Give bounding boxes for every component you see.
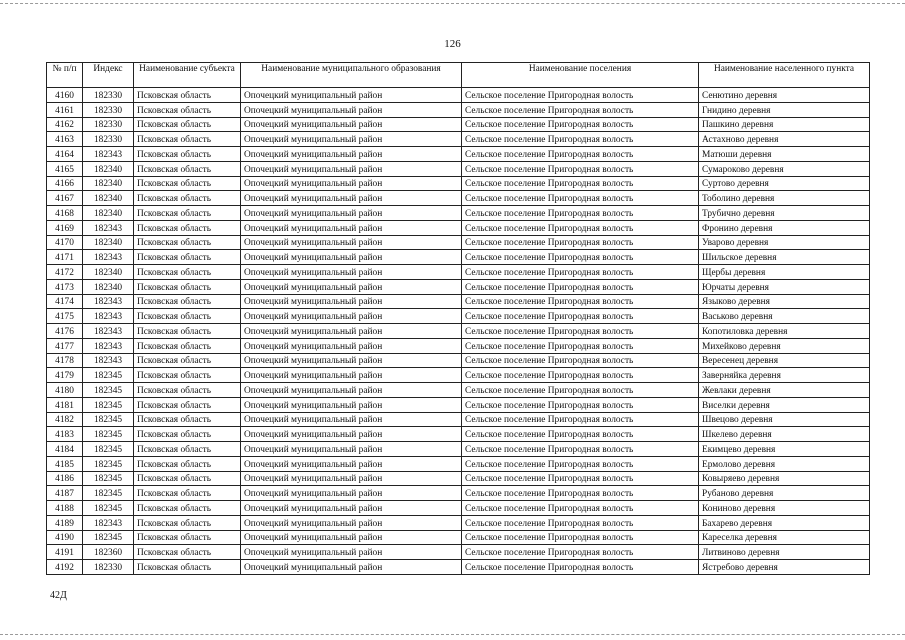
cell-index: 182340 xyxy=(83,176,134,191)
cell-index: 182343 xyxy=(83,147,134,162)
cell-number: 4171 xyxy=(47,250,83,265)
cell-number: 4184 xyxy=(47,442,83,457)
cell-subject: Псковская область xyxy=(134,294,241,309)
cell-municipality: Опочецкий муниципальный район xyxy=(241,324,462,339)
cell-subject: Псковская область xyxy=(134,383,241,398)
cell-municipality: Опочецкий муниципальный район xyxy=(241,397,462,412)
cell-number: 4173 xyxy=(47,279,83,294)
cell-municipality: Опочецкий муниципальный район xyxy=(241,545,462,560)
cell-number: 4166 xyxy=(47,176,83,191)
cell-locality: Астахново деревня xyxy=(699,132,870,147)
cell-locality: Матюши деревня xyxy=(699,147,870,162)
cell-number: 4169 xyxy=(47,220,83,235)
cell-municipality: Опочецкий муниципальный район xyxy=(241,353,462,368)
table-row xyxy=(47,250,870,265)
cell-index: 182340 xyxy=(83,206,134,221)
cell-number: 4186 xyxy=(47,471,83,486)
cell-municipality: Опочецкий муниципальный район xyxy=(241,412,462,427)
cell-number: 4176 xyxy=(47,324,83,339)
cell-index: 182340 xyxy=(83,191,134,206)
table-header-row xyxy=(47,63,870,88)
cell-locality: Михейково деревня xyxy=(699,338,870,353)
cell-subject: Псковская область xyxy=(134,545,241,560)
table-row xyxy=(47,353,870,368)
cell-index: 182345 xyxy=(83,368,134,383)
cell-subject: Псковская область xyxy=(134,368,241,383)
cell-number: 4163 xyxy=(47,132,83,147)
table-row xyxy=(47,88,870,103)
cell-settlement: Сельское поселение Пригородная волость xyxy=(462,530,699,545)
table-row xyxy=(47,117,870,132)
cell-municipality: Опочецкий муниципальный район xyxy=(241,338,462,353)
cell-locality: Бахарево деревня xyxy=(699,515,870,530)
cell-subject: Псковская область xyxy=(134,412,241,427)
cell-settlement: Сельское поселение Пригородная волость xyxy=(462,147,699,162)
cell-municipality: Опочецкий муниципальный район xyxy=(241,235,462,250)
cell-locality: Фронино деревня xyxy=(699,220,870,235)
cell-settlement: Сельское поселение Пригородная волость xyxy=(462,176,699,191)
cell-number: 4178 xyxy=(47,353,83,368)
table-row xyxy=(47,147,870,162)
cell-settlement: Сельское поселение Пригородная волость xyxy=(462,353,699,368)
cell-municipality: Опочецкий муниципальный район xyxy=(241,530,462,545)
cell-locality: Швецово деревня xyxy=(699,412,870,427)
cell-municipality: Опочецкий муниципальный район xyxy=(241,442,462,457)
cell-index: 182345 xyxy=(83,397,134,412)
cell-number: 4185 xyxy=(47,456,83,471)
cell-settlement: Сельское поселение Пригородная волость xyxy=(462,117,699,132)
cell-municipality: Опочецкий муниципальный район xyxy=(241,117,462,132)
cell-settlement: Сельское поселение Пригородная волость xyxy=(462,412,699,427)
cell-index: 182345 xyxy=(83,501,134,516)
cell-number: 4164 xyxy=(47,147,83,162)
cell-number: 4191 xyxy=(47,545,83,560)
table-row xyxy=(47,161,870,176)
cell-number: 4160 xyxy=(47,88,83,103)
cell-municipality: Опочецкий муниципальный район xyxy=(241,206,462,221)
cell-subject: Псковская область xyxy=(134,324,241,339)
cell-settlement: Сельское поселение Пригородная волость xyxy=(462,486,699,501)
cell-subject: Псковская область xyxy=(134,309,241,324)
table-row xyxy=(47,545,870,560)
cell-settlement: Сельское поселение Пригородная волость xyxy=(462,88,699,103)
cell-locality: Сумароково деревня xyxy=(699,161,870,176)
table-row xyxy=(47,427,870,442)
cell-index: 182330 xyxy=(83,88,134,103)
cell-municipality: Опочецкий муниципальный район xyxy=(241,294,462,309)
cell-settlement: Сельское поселение Пригородная волость xyxy=(462,161,699,176)
cell-number: 4162 xyxy=(47,117,83,132)
cell-locality: Виселки деревня xyxy=(699,397,870,412)
cell-index: 182340 xyxy=(83,235,134,250)
cell-index: 182345 xyxy=(83,486,134,501)
cell-settlement: Сельское поселение Пригородная волость xyxy=(462,515,699,530)
cell-number: 4192 xyxy=(47,560,83,575)
cell-index: 182345 xyxy=(83,456,134,471)
cell-settlement: Сельское поселение Пригородная волость xyxy=(462,368,699,383)
cell-settlement: Сельское поселение Пригородная волость xyxy=(462,383,699,398)
cell-index: 182330 xyxy=(83,560,134,575)
cell-locality: Литвиново деревня xyxy=(699,545,870,560)
cell-settlement: Сельское поселение Пригородная волость xyxy=(462,220,699,235)
cell-settlement: Сельское поселение Пригородная волость xyxy=(462,191,699,206)
table-row xyxy=(47,132,870,147)
table-row xyxy=(47,309,870,324)
table-row xyxy=(47,368,870,383)
cell-index: 182345 xyxy=(83,383,134,398)
cell-number: 4183 xyxy=(47,427,83,442)
cell-number: 4172 xyxy=(47,265,83,280)
cell-index: 182345 xyxy=(83,427,134,442)
cell-locality: Тоболино деревня xyxy=(699,191,870,206)
cell-subject: Псковская область xyxy=(134,206,241,221)
cell-number: 4177 xyxy=(47,338,83,353)
cell-settlement: Сельское поселение Пригородная волость xyxy=(462,294,699,309)
table-row xyxy=(47,456,870,471)
header-settlement: Наименование поселения xyxy=(462,63,699,88)
cell-number: 4174 xyxy=(47,294,83,309)
cell-index: 182360 xyxy=(83,545,134,560)
table-row xyxy=(47,220,870,235)
cell-locality: Копотиловка деревня xyxy=(699,324,870,339)
cell-locality: Языково деревня xyxy=(699,294,870,309)
cell-index: 182330 xyxy=(83,102,134,117)
cell-index: 182343 xyxy=(83,309,134,324)
cell-municipality: Опочецкий муниципальный район xyxy=(241,279,462,294)
cell-subject: Псковская область xyxy=(134,456,241,471)
cell-number: 4188 xyxy=(47,501,83,516)
cell-settlement: Сельское поселение Пригородная волость xyxy=(462,545,699,560)
cell-index: 182330 xyxy=(83,132,134,147)
cell-locality: Рубаново деревня xyxy=(699,486,870,501)
cell-locality: Пашкино деревня xyxy=(699,117,870,132)
cell-subject: Псковская область xyxy=(134,250,241,265)
cell-municipality: Опочецкий муниципальный район xyxy=(241,88,462,103)
cell-settlement: Сельское поселение Пригородная волость xyxy=(462,471,699,486)
cell-subject: Псковская область xyxy=(134,397,241,412)
cell-subject: Псковская область xyxy=(134,265,241,280)
cell-settlement: Сельское поселение Пригородная волость xyxy=(462,102,699,117)
cell-settlement: Сельское поселение Пригородная волость xyxy=(462,132,699,147)
cell-settlement: Сельское поселение Пригородная волость xyxy=(462,279,699,294)
cell-locality: Васьково деревня xyxy=(699,309,870,324)
cell-index: 182345 xyxy=(83,412,134,427)
cell-municipality: Опочецкий муниципальный район xyxy=(241,161,462,176)
cell-settlement: Сельское поселение Пригородная волость xyxy=(462,265,699,280)
cell-number: 4175 xyxy=(47,309,83,324)
table-row xyxy=(47,206,870,221)
cell-subject: Псковская область xyxy=(134,88,241,103)
cell-municipality: Опочецкий муниципальный район xyxy=(241,309,462,324)
cell-subject: Псковская область xyxy=(134,220,241,235)
cell-locality: Юрчаты деревня xyxy=(699,279,870,294)
cell-index: 182330 xyxy=(83,117,134,132)
cell-number: 4187 xyxy=(47,486,83,501)
cell-municipality: Опочецкий муниципальный район xyxy=(241,501,462,516)
cell-subject: Псковская область xyxy=(134,235,241,250)
cell-index: 182340 xyxy=(83,161,134,176)
cell-settlement: Сельское поселение Пригородная волость xyxy=(462,235,699,250)
footer-code: 42Д xyxy=(50,590,67,601)
cell-municipality: Опочецкий муниципальный район xyxy=(241,102,462,117)
table-row xyxy=(47,324,870,339)
cell-municipality: Опочецкий муниципальный район xyxy=(241,427,462,442)
cell-number: 4181 xyxy=(47,397,83,412)
cell-index: 182340 xyxy=(83,279,134,294)
cell-number: 4189 xyxy=(47,515,83,530)
cell-subject: Псковская область xyxy=(134,191,241,206)
cell-settlement: Сельское поселение Пригородная волость xyxy=(462,324,699,339)
cell-locality: Жевлаки деревня xyxy=(699,383,870,398)
cell-locality: Гнидино деревня xyxy=(699,102,870,117)
cell-locality: Екимцево деревня xyxy=(699,442,870,457)
cell-locality: Уварово деревня xyxy=(699,235,870,250)
cell-municipality: Опочецкий муниципальный район xyxy=(241,368,462,383)
table-row xyxy=(47,442,870,457)
table-row xyxy=(47,265,870,280)
cell-index: 182343 xyxy=(83,220,134,235)
cell-number: 4165 xyxy=(47,161,83,176)
cell-subject: Псковская область xyxy=(134,176,241,191)
header-number: № п/п xyxy=(47,63,83,88)
cell-subject: Псковская область xyxy=(134,338,241,353)
cell-number: 4180 xyxy=(47,383,83,398)
cell-number: 4167 xyxy=(47,191,83,206)
table-row xyxy=(47,383,870,398)
cell-subject: Псковская область xyxy=(134,279,241,294)
cell-municipality: Опочецкий муниципальный район xyxy=(241,220,462,235)
cell-municipality: Опочецкий муниципальный район xyxy=(241,560,462,575)
header-municipality: Наименование муниципального образования xyxy=(241,63,462,88)
cell-locality: Заверняйка деревня xyxy=(699,368,870,383)
cell-locality: Шильское деревня xyxy=(699,250,870,265)
header-index: Индекс xyxy=(83,63,134,88)
cell-municipality: Опочецкий муниципальный район xyxy=(241,147,462,162)
cell-municipality: Опочецкий муниципальный район xyxy=(241,471,462,486)
table-row xyxy=(47,501,870,516)
cell-municipality: Опочецкий муниципальный район xyxy=(241,176,462,191)
header-locality: Наименование населенного пункта xyxy=(699,63,870,88)
table-row xyxy=(47,338,870,353)
cell-index: 182343 xyxy=(83,324,134,339)
cell-subject: Псковская область xyxy=(134,501,241,516)
cell-locality: Ястребово деревня xyxy=(699,560,870,575)
cell-locality: Шкелево деревня xyxy=(699,427,870,442)
header-subject: Наименование субъекта xyxy=(134,63,241,88)
table-row xyxy=(47,471,870,486)
cell-number: 4179 xyxy=(47,368,83,383)
cell-number: 4161 xyxy=(47,102,83,117)
table-row xyxy=(47,294,870,309)
table-body xyxy=(47,88,870,575)
cell-locality: Трубично деревня xyxy=(699,206,870,221)
cell-municipality: Опочецкий муниципальный район xyxy=(241,265,462,280)
cell-index: 182343 xyxy=(83,294,134,309)
cell-index: 182340 xyxy=(83,265,134,280)
cell-municipality: Опочецкий муниципальный район xyxy=(241,456,462,471)
cell-municipality: Опочецкий муниципальный район xyxy=(241,191,462,206)
cell-settlement: Сельское поселение Пригородная волость xyxy=(462,442,699,457)
table-row xyxy=(47,412,870,427)
scan-bottom-edge xyxy=(0,634,905,635)
table-row xyxy=(47,560,870,575)
cell-settlement: Сельское поселение Пригородная волость xyxy=(462,501,699,516)
cell-number: 4182 xyxy=(47,412,83,427)
table-row xyxy=(47,102,870,117)
cell-locality: Суртово деревня xyxy=(699,176,870,191)
cell-subject: Псковская область xyxy=(134,530,241,545)
cell-settlement: Сельское поселение Пригородная волость xyxy=(462,427,699,442)
cell-index: 182345 xyxy=(83,442,134,457)
cell-subject: Псковская область xyxy=(134,515,241,530)
cell-subject: Псковская область xyxy=(134,471,241,486)
page-number: 126 xyxy=(444,38,461,50)
cell-number: 4190 xyxy=(47,530,83,545)
cell-locality: Ковыряево деревня xyxy=(699,471,870,486)
table-row xyxy=(47,530,870,545)
cell-subject: Псковская область xyxy=(134,486,241,501)
cell-subject: Псковская область xyxy=(134,442,241,457)
cell-settlement: Сельское поселение Пригородная волость xyxy=(462,560,699,575)
cell-locality: Щербы деревня xyxy=(699,265,870,280)
cell-number: 4168 xyxy=(47,206,83,221)
cell-municipality: Опочецкий муниципальный район xyxy=(241,515,462,530)
table-row xyxy=(47,235,870,250)
cell-subject: Псковская область xyxy=(134,560,241,575)
table-row xyxy=(47,515,870,530)
cell-settlement: Сельское поселение Пригородная волость xyxy=(462,456,699,471)
table-row xyxy=(47,279,870,294)
cell-municipality: Опочецкий муниципальный район xyxy=(241,250,462,265)
table-row xyxy=(47,176,870,191)
cell-locality: Кониново деревня xyxy=(699,501,870,516)
cell-subject: Псковская область xyxy=(134,102,241,117)
cell-settlement: Сельское поселение Пригородная волость xyxy=(462,250,699,265)
cell-index: 182343 xyxy=(83,515,134,530)
scan-top-edge xyxy=(0,3,905,4)
cell-index: 182345 xyxy=(83,471,134,486)
cell-subject: Псковская область xyxy=(134,353,241,368)
table-row xyxy=(47,191,870,206)
cell-locality: Сенютино деревня xyxy=(699,88,870,103)
cell-number: 4170 xyxy=(47,235,83,250)
table-row xyxy=(47,486,870,501)
table-row xyxy=(47,397,870,412)
cell-locality: Ермолово деревня xyxy=(699,456,870,471)
cell-index: 182345 xyxy=(83,530,134,545)
cell-subject: Псковская область xyxy=(134,427,241,442)
cell-municipality: Опочецкий муниципальный район xyxy=(241,486,462,501)
cell-locality: Кареселка деревня xyxy=(699,530,870,545)
cell-subject: Псковская область xyxy=(134,147,241,162)
cell-settlement: Сельское поселение Пригородная волость xyxy=(462,309,699,324)
cell-settlement: Сельское поселение Пригородная волость xyxy=(462,397,699,412)
cell-index: 182343 xyxy=(83,250,134,265)
cell-settlement: Сельское поселение Пригородная волость xyxy=(462,338,699,353)
cell-index: 182343 xyxy=(83,353,134,368)
settlements-table xyxy=(46,62,870,575)
cell-subject: Псковская область xyxy=(134,132,241,147)
cell-settlement: Сельское поселение Пригородная волость xyxy=(462,206,699,221)
cell-subject: Псковская область xyxy=(134,161,241,176)
cell-municipality: Опочецкий муниципальный район xyxy=(241,383,462,398)
cell-locality: Вересенец деревня xyxy=(699,353,870,368)
cell-subject: Псковская область xyxy=(134,117,241,132)
cell-municipality: Опочецкий муниципальный район xyxy=(241,132,462,147)
cell-index: 182343 xyxy=(83,338,134,353)
